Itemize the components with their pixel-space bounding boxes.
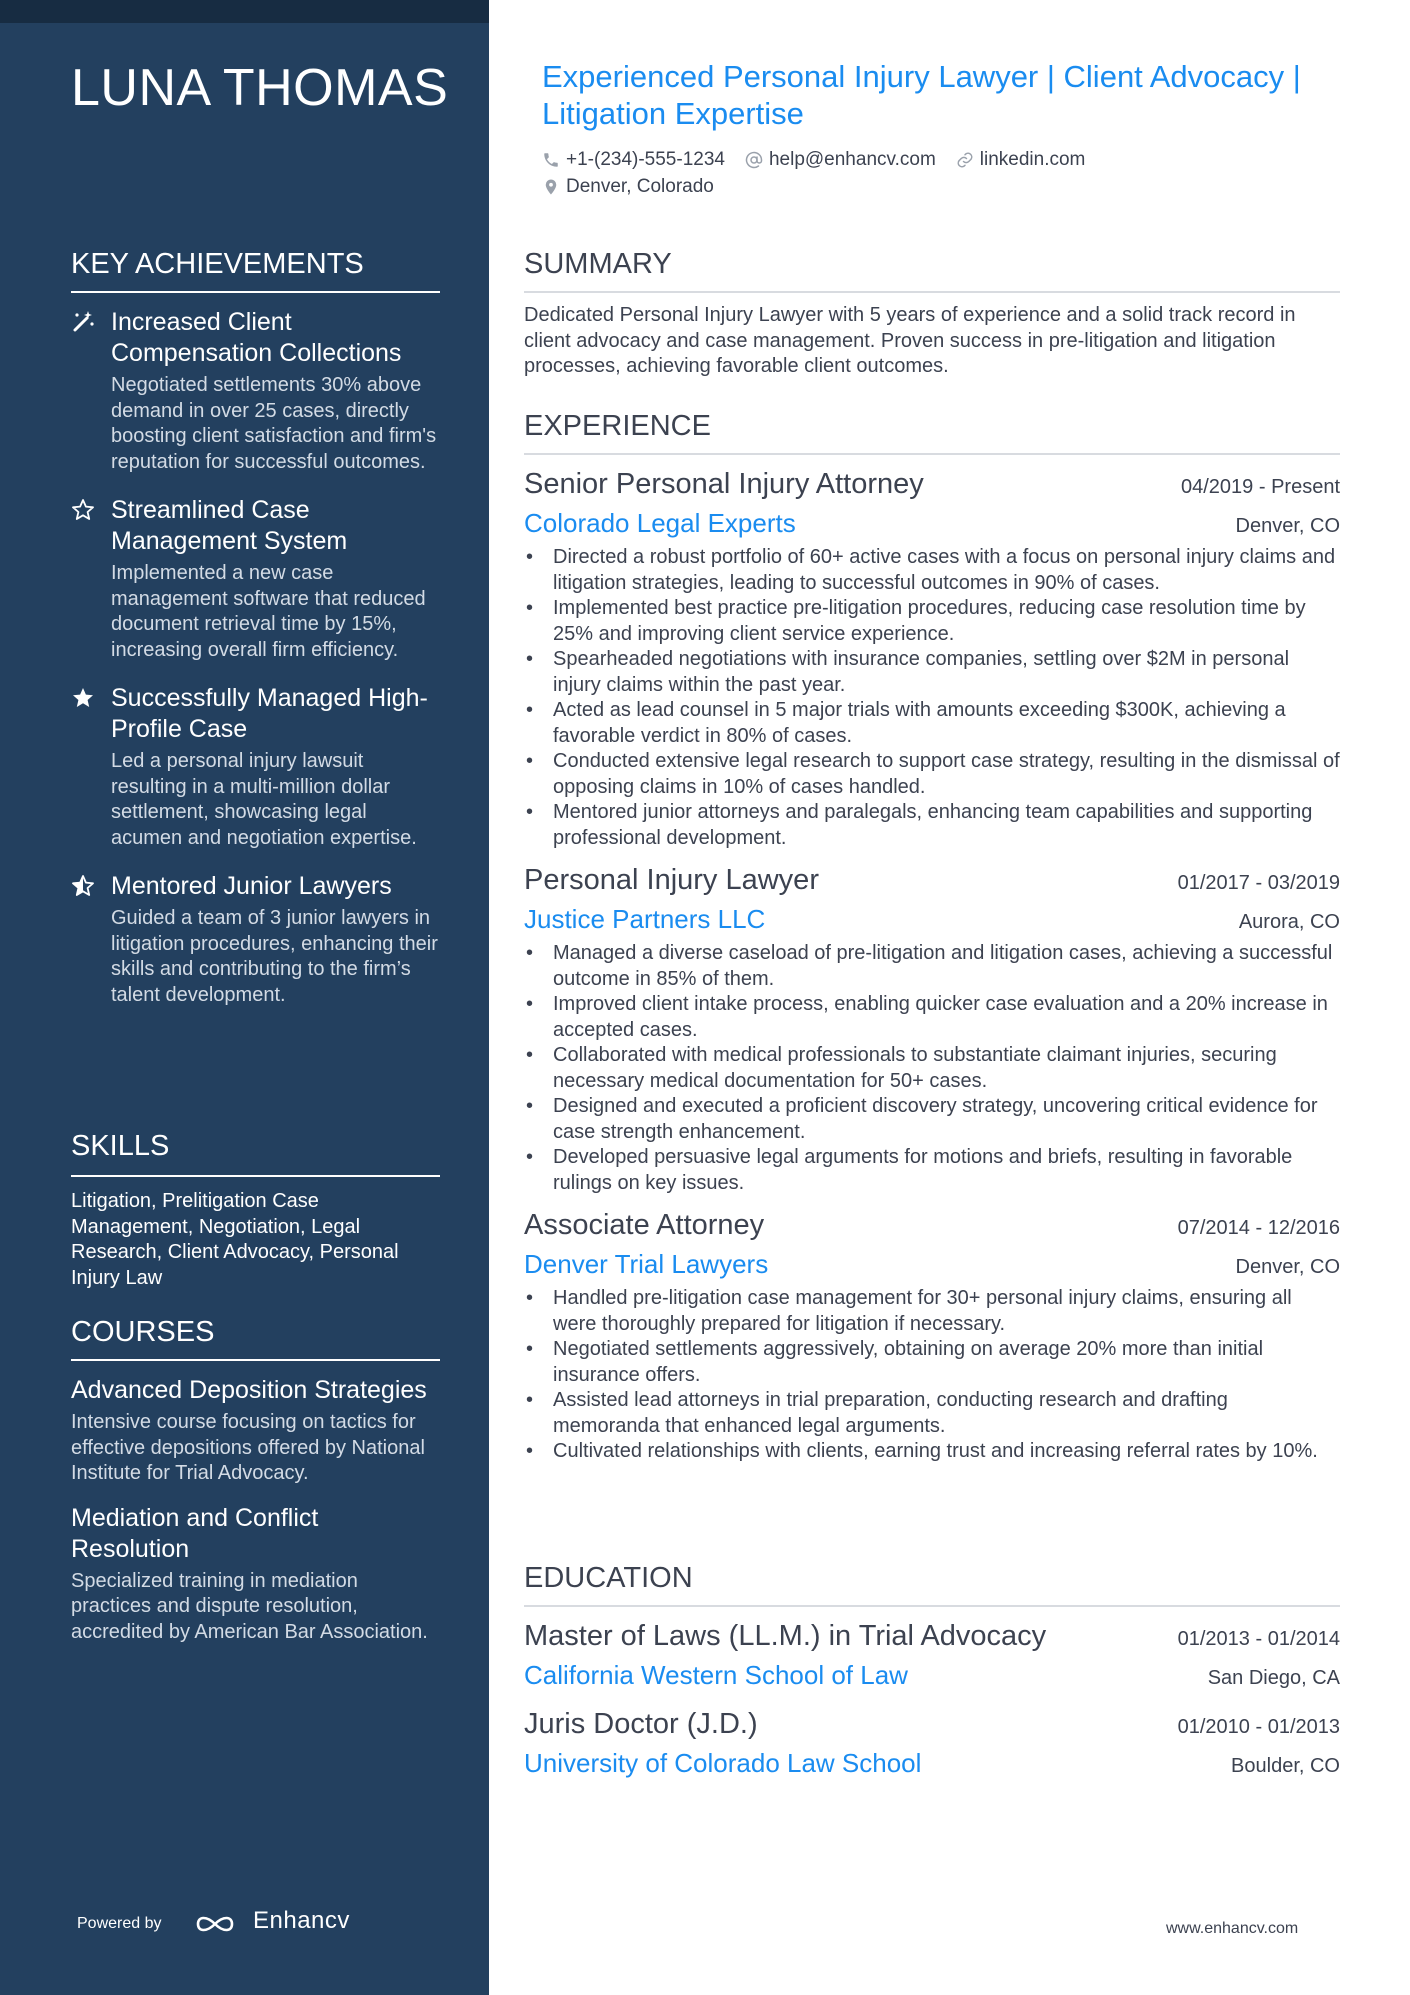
job-entry <box>524 465 1340 851</box>
achievement-description: Led a personal injury lawsuit resulting in a multi-million dollar settlement, showcasing legal acumen and negotiation expertise. <box>111 750 417 849</box>
school-name: University of Colorado Law School <box>524 1748 922 1778</box>
education-section <box>524 1562 1340 1793</box>
contact-info <box>542 146 1342 200</box>
job-bullet: • Cultivated relationships with clients, earning trust and increasing referral rates by 10%. <box>524 1439 1340 1465</box>
achievement-title: Streamlined Case Management System <box>111 496 348 555</box>
summary-text: Dedicated Personal Injury Lawyer with 5 years of experience and a solid track record in client advocacy and case management. Proven success in pre-litigation and litigation processes, achieving favorable client outcomes. <box>524 304 1296 377</box>
job-bullet: • Designed and executed a proficient discovery strategy, uncovering critical evidence for case strength enhancement. <box>524 1094 1340 1145</box>
contact-email[interactable] <box>745 149 936 171</box>
school-location: San Diego, CA <box>1207 1667 1340 1689</box>
achievement-title: Mentored Junior Lawyers <box>111 872 392 900</box>
star-half-icon <box>71 874 95 898</box>
courses-heading: COURSES <box>71 1316 440 1361</box>
education-heading: EDUCATION <box>524 1562 1340 1607</box>
website-link[interactable]: www.enhancv.com <box>1166 1920 1299 1937</box>
sidebar <box>0 0 489 1995</box>
location-pin-icon <box>542 178 560 196</box>
achievements-heading: KEY ACHIEVEMENTS <box>71 248 440 293</box>
job-dates: 04/2019 - Present <box>1181 476 1340 498</box>
education-entry <box>524 1617 1340 1695</box>
achievement-item <box>71 871 440 1008</box>
experience-heading: EXPERIENCE <box>524 410 1340 455</box>
education-entry <box>524 1705 1340 1783</box>
summary-section <box>524 248 1340 380</box>
achievement-item <box>71 495 440 663</box>
contact-row <box>542 173 1342 200</box>
skills-list: Litigation, Prelitigation Case Management, Negotiation, Legal Research, Client Advocacy, Personal Injury Law <box>71 1175 440 1291</box>
job-bullets <box>524 545 1340 851</box>
education-dates: 01/2013 - 01/2014 <box>1177 1628 1340 1650</box>
job-bullet: • Managed a diverse caseload of pre-litigation and litigation cases, achieving a successful outcome in 85% of them. <box>524 941 1340 992</box>
achievement-title: Increased Client Compensation Collections <box>111 308 402 367</box>
job-bullet: • Improved client intake process, enabling quicker case evaluation and a 20% increase in accepted cases. <box>524 992 1340 1043</box>
achievement-item <box>71 307 440 475</box>
job-bullet: • Directed a robust portfolio of 60+ active cases with a focus on personal injury claims and litigation strategies, leading to successful outcomes in 90% of cases. <box>524 545 1340 596</box>
job-bullet: • Collaborated with medical professionals to substantiate claimant injuries, securing necessary medical documentation for 50+ cases. <box>524 1043 1340 1094</box>
headline: Experienced Personal Injury Lawyer | Client Advocacy | Litigation Expertise <box>542 59 1301 131</box>
powered-by-label: Powered by <box>77 1915 162 1932</box>
star-outline-icon <box>71 498 95 522</box>
sidebar-top-bar <box>0 0 489 23</box>
job-bullet: • Implemented best practice pre-litigation procedures, reducing case resolution time by 25% and improving client service experience. <box>524 596 1340 647</box>
education-dates: 01/2010 - 01/2013 <box>1177 1716 1340 1738</box>
email-text: help@enhancv.com <box>768 148 936 170</box>
job-entry <box>524 861 1340 1196</box>
contact-location <box>542 176 714 198</box>
contact-linkedin[interactable] <box>956 149 1086 171</box>
job-bullet: • Acted as lead counsel in 5 major trials with amounts exceeding $300K, achieving a favorable verdict in 80% of cases. <box>524 698 1340 749</box>
achievement-description: Negotiated settlements 30% above demand in over 25 cases, directly boosting client satisfaction and firm's reputation for successful outcomes. <box>111 374 437 473</box>
course-title: Mediation and Conflict Resolution <box>71 1503 319 1563</box>
job-bullet: • Developed persuasive legal arguments for motions and briefs, resulting in favorable rulings on key issues. <box>524 1145 1340 1196</box>
course-description: Specialized training in mediation practices and dispute resolution, accredited by American Bar Association. <box>71 1569 428 1643</box>
candidate-name: LUNA THOMAS <box>71 59 449 117</box>
job-company: Colorado Legal Experts <box>524 508 796 538</box>
job-bullet: • Handled pre-litigation case management for 30+ personal injury claims, ensuring all were thoroughly prepared for litigation if necessary. <box>524 1286 1340 1337</box>
skills-heading: SKILLS <box>71 1130 170 1162</box>
school-location: Boulder, CO <box>1231 1755 1340 1777</box>
star-filled-icon <box>71 686 95 710</box>
course-item <box>71 1375 440 1487</box>
course-description: Intensive course focusing on tactics for effective depositions offered by National Institute for Trial Advocacy. <box>71 1411 425 1484</box>
achievement-item <box>71 683 440 851</box>
job-company: Justice Partners LLC <box>524 904 766 934</box>
magic-wand-icon <box>71 310 95 334</box>
at-sign-icon <box>745 151 763 169</box>
job-title: Associate Attorney <box>524 1209 765 1241</box>
job-bullets <box>524 941 1340 1196</box>
linkedin-text: linkedin.com <box>979 148 1086 170</box>
experience-section <box>524 410 1340 1475</box>
course-item <box>71 1503 440 1646</box>
job-dates: 07/2014 - 12/2016 <box>1177 1217 1340 1239</box>
job-title: Senior Personal Injury Attorney <box>524 468 924 500</box>
degree-title: Master of Laws (LL.M.) in Trial Advocacy <box>524 1620 1047 1652</box>
job-bullets <box>524 1286 1340 1465</box>
job-bullet: • Negotiated settlements aggressively, obtaining on average 20% more than initial insurance offers. <box>524 1337 1340 1388</box>
course-title: Advanced Deposition Strategies <box>71 1376 427 1404</box>
phone-icon <box>542 151 560 169</box>
job-bullet: • Spearheaded negotiations with insurance companies, settling over $2M in personal injury claims within the past year. <box>524 647 1340 698</box>
link-icon <box>956 151 974 169</box>
job-dates: 01/2017 - 03/2019 <box>1177 872 1340 894</box>
achievement-description: Implemented a new case management software that reduced document retrieval time by 15%, increasing overall firm efficiency. <box>111 562 426 661</box>
contact-row <box>542 146 1342 173</box>
achievement-description: Guided a team of 3 junior lawyers in litigation procedures, enhancing their skills and contributing to the firm’s talent development. <box>111 907 438 1006</box>
courses-section <box>71 1316 440 1661</box>
job-bullet: • Mentored junior attorneys and paralegals, enhancing team capabilities and supporting professional development. <box>524 800 1340 851</box>
summary-heading: SUMMARY <box>524 248 1340 293</box>
achievement-title: Successfully Managed High-Profile Case <box>111 684 428 743</box>
contact-phone[interactable] <box>542 149 725 171</box>
achievements-section <box>71 248 440 1028</box>
job-company: Denver Trial Lawyers <box>524 1249 769 1279</box>
enhancv-logo-icon[interactable] <box>195 1911 235 1937</box>
school-name: California Western School of Law <box>524 1660 908 1690</box>
degree-title: Juris Doctor (J.D.) <box>524 1708 758 1740</box>
job-location: Denver, CO <box>1235 515 1340 537</box>
job-title: Personal Injury Lawyer <box>524 864 819 896</box>
job-bullet: • Conducted extensive legal research to support case strategy, resulting in the dismissal of opposing claims in 10% of cases handled. <box>524 749 1340 800</box>
job-location: Denver, CO <box>1235 1256 1340 1278</box>
job-location: Aurora, CO <box>1238 911 1340 933</box>
phone-text: +1-(234)-555-1234 <box>566 148 725 170</box>
enhancv-brand[interactable]: Enhancv <box>253 1907 350 1934</box>
location-text: Denver, Colorado <box>566 175 714 197</box>
job-entry <box>524 1206 1340 1465</box>
skills-section <box>71 1130 440 1291</box>
job-bullet: • Assisted lead attorneys in trial preparation, conducting research and drafting memoranda that enhanced legal arguments. <box>524 1388 1340 1439</box>
